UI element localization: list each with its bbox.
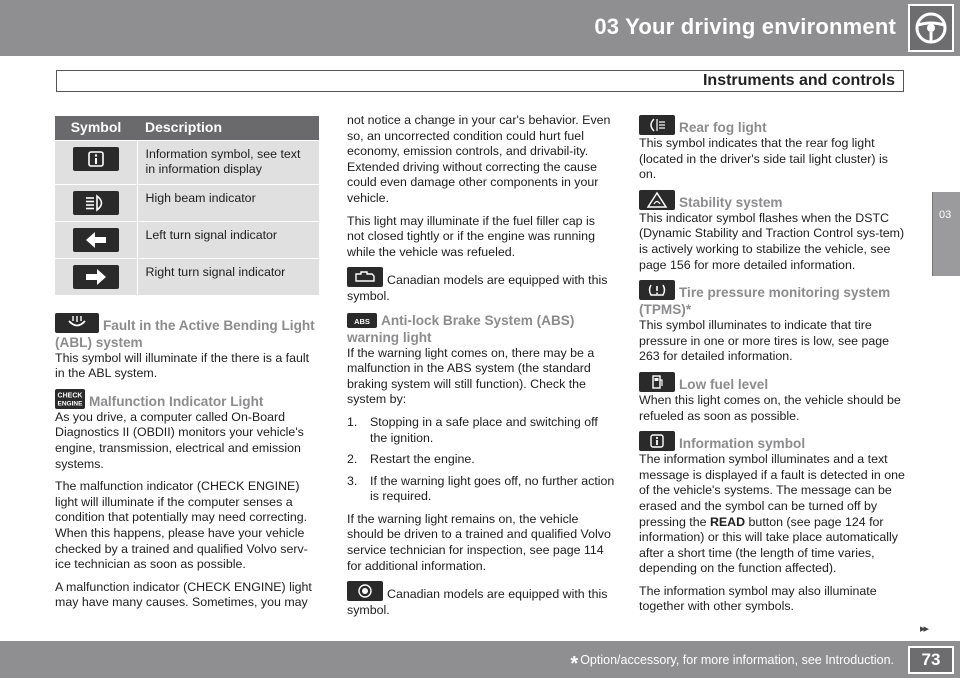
- chapter-tab-label: 03: [939, 209, 952, 221]
- rear-fog-text: This symbol indicates that the rear fog light (located in the driver's side tail light cluster) is on.: [639, 136, 888, 182]
- chapter-title: 03 Your driving environment: [594, 14, 896, 39]
- steering-wheel-icon: [908, 4, 954, 52]
- canada-engine-note: [347, 267, 615, 304]
- rear-fog-heading-text: Rear fog light: [679, 120, 767, 135]
- right-arrow-icon: [73, 265, 119, 289]
- check-engine-text-2: ENGINE: [57, 400, 83, 408]
- row-description: Right turn signal indicator: [137, 258, 319, 295]
- read-button-label: READ: [709, 514, 746, 529]
- section-title: Instruments and controls: [702, 72, 895, 89]
- abl-heading-line1: Fault in the Active Bending Light: [103, 317, 315, 333]
- chapter-header-bar: [0, 0, 960, 56]
- row-description: Information symbol, see text in information display: [137, 140, 319, 184]
- section-header-bar: [56, 70, 904, 92]
- abs-paragraph-2: If the warning light remains on, the vehicle should be driven to a trained and qualified Volvo service technician for inspection, see page 114 for additional information.: [347, 511, 611, 573]
- stability-heading-text: Stability system: [679, 194, 783, 210]
- column-left: [55, 116, 321, 618]
- mil-paragraph-3: A malfunction indicator (CHECK ENGINE) light may have many causes. Sometimes, you may: [55, 579, 312, 610]
- low-fuel-heading-text: Low fuel level: [679, 376, 769, 392]
- mil-continued-paragraph: not notice a change in your car's behavior. Even so, an uncorrected condition could hurt fuel economy, emission controls, and drivabil-ity. Extended driving without correcting the cause could even damage other components in your vehicle.: [347, 113, 611, 205]
- check-engine-text-1: CHECK: [57, 392, 83, 400]
- footer-bar: [0, 641, 960, 678]
- check-engine-icon: [55, 389, 85, 409]
- tpms-heading-line2: (TPMS)*: [639, 302, 692, 318]
- canada-engine-text: Canadian models are equipped with this symbol.: [347, 273, 608, 303]
- tpms-text: This symbol illuminates to indicate that tire pressure in one or more tires is low, see page 263 for detailed information.: [639, 318, 890, 364]
- low-fuel-heading: [639, 372, 907, 393]
- abl-text: This symbol will illuminate if the there is a fault in the ABL system.: [55, 350, 310, 381]
- engine-icon: [347, 267, 383, 287]
- table-row: [55, 221, 319, 258]
- info-icon: [73, 147, 119, 171]
- symbol-table: [55, 116, 319, 295]
- list-item: 2. Restart the engine.: [347, 452, 475, 467]
- symbol-table-header: [55, 116, 319, 140]
- abs-heading-line1: Anti-lock Brake System (ABS): [381, 312, 575, 328]
- stability-heading: [639, 190, 907, 211]
- abl-heading-line2: (ABL) system: [55, 334, 143, 350]
- abs-paragraph-1: If the warning light comes on, there may be a malfunction in the ABS system (the standard braking system will still function). Check the system by:: [347, 345, 595, 407]
- column-right: [639, 113, 907, 622]
- tpms-heading: [639, 280, 907, 318]
- abl-heading: [55, 313, 321, 351]
- mil-paragraph-2: The malfunction indicator (CHECK ENGINE) light will illuminate if the computer senses a condition that potentially may need correcting. When this happens, please have your vehicle checked by a trained and qualified Volvo serv-ice technician as soon as possible.: [55, 479, 308, 572]
- tire-pressure-icon: [639, 280, 675, 300]
- info-symbol-heading-text: Information symbol: [679, 436, 806, 452]
- chapter-tab[interactable]: [932, 192, 960, 276]
- info-icon: [639, 431, 675, 451]
- rear-fog-heading: [639, 115, 907, 136]
- abs-heading: [347, 312, 615, 346]
- mil-paragraph-1: As you drive, a computer called On-Board Diagnostics II (OBDII) monitors your vehicle's engine, transmission, electrical and emission systems.: [55, 409, 304, 471]
- table-row: [55, 258, 319, 295]
- stability-text: This indicator symbol flashes when the DSTC (Dynamic Stability and Traction Control sys-tem) is actively working to stabilize the vehicle, see page 156 for more detailed information.: [639, 210, 905, 272]
- abs-heading-line2: warning light: [347, 329, 432, 345]
- list-item: 1. Stopping in a safe place and switching off the ignition.: [347, 414, 598, 445]
- table-row: [55, 140, 319, 184]
- canada-abs-text: Canadian models are equipped with this symbol.: [347, 587, 608, 617]
- column-middle: [347, 113, 615, 625]
- fuel-cap-paragraph: This light may illuminate if the fuel filler cap is not closed tightly or if the engine was running while the vehicle was refueled.: [347, 213, 595, 259]
- high-beam-icon: [73, 191, 119, 215]
- description-column-header: Description: [137, 116, 319, 140]
- footnote: [570, 653, 894, 676]
- info-symbol-heading: [639, 431, 907, 452]
- table-row: [55, 184, 319, 221]
- symbol-column-header: Symbol: [55, 116, 137, 140]
- page-number: 73: [908, 646, 954, 674]
- info-symbol-text: The information symbol illuminates and a text message is displayed if a fault is detected in one of the vehicle's systems. The message can be erased and the symbol can be turned off by pressing the READ button (see page 124 for information) or this will take place automatically after a short time (the length of time varies, depending on the function affected).: [639, 452, 905, 576]
- fuel-pump-icon: [639, 372, 675, 392]
- row-description: High beam indicator: [137, 184, 319, 221]
- low-fuel-text: When this light comes on, the vehicle should be refueled as soon as possible.: [639, 392, 901, 423]
- rear-fog-icon: [639, 115, 675, 135]
- mil-heading: [55, 389, 321, 410]
- bending-light-icon: [55, 313, 99, 333]
- left-arrow-icon: [73, 228, 119, 252]
- abs-check-steps: [347, 415, 615, 505]
- next-page-arrows: ▸▸: [920, 623, 928, 635]
- canada-abs-note: [347, 581, 615, 618]
- row-description: Left turn signal indicator: [137, 221, 319, 258]
- footnote-star: *: [570, 653, 579, 675]
- abs-icon: [347, 313, 377, 328]
- list-item: 3. If the warning light goes off, no further action is required.: [347, 473, 615, 504]
- tpms-heading-line1: Tire pressure monitoring system: [679, 285, 891, 301]
- stability-icon: [639, 190, 675, 210]
- brake-warning-icon: [347, 581, 383, 601]
- footnote-text: Option/accessory, for more information, see Introduction.: [580, 653, 894, 667]
- abs-icon-text: ABS: [354, 316, 370, 326]
- info-symbol-text-2: The information symbol may also illuminate together with other symbols.: [639, 583, 877, 614]
- mil-heading-text: Malfunction Indicator Light: [89, 393, 264, 409]
